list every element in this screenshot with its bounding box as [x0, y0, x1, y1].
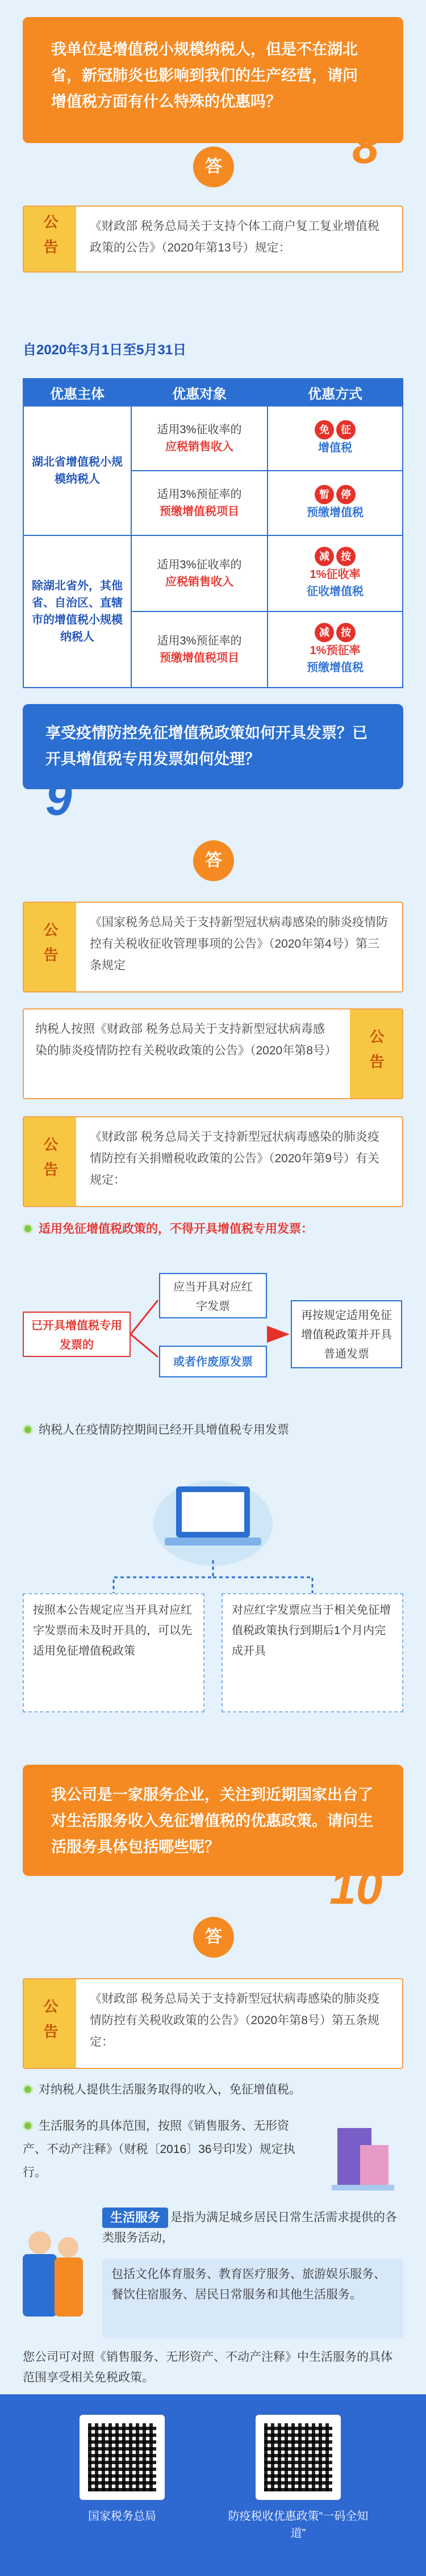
bullet-1: 适用免征增值税政策的，不得开具增值税专用发票： [23, 1217, 313, 1241]
notice-3-text: 纳税人按照《财政部 税务总局关于支持新型冠状病毒感染的肺炎疫情防控有关税收政策的公告》（2020年第8号） [35, 1023, 337, 1057]
notice-tag: 公告 [24, 903, 76, 991]
notice-4-text: 《财政部 税务总局关于支持新型冠状病毒感染的肺炎疫情防控有关捐赠税收政策的公告》（2020年第9号）有关规定： [90, 1130, 379, 1187]
notice-card-2 [23, 902, 403, 992]
building-illustration [332, 2117, 394, 2190]
question-8-banner [23, 17, 403, 143]
bullet-3: 对纳税人提供生活服务取得的收入，免征增值税。 [23, 2078, 403, 2101]
bullet-dot-icon [23, 1425, 33, 1435]
flow-right-box: 再按规定适用免征增值税政策并开具普通发票 [291, 1300, 402, 1368]
table-row: 适用3%征收率的 应税销售收入 [131, 406, 268, 471]
bullet-dot-icon [23, 1224, 33, 1234]
question-9-number: 9 [45, 772, 72, 825]
question-8-text: 我单位是增值税小规模纳税人，但是不在湖北省，新冠肺炎也影响到我们的生产经营，请问增值税方面有什么特殊的优惠吗？ [51, 41, 358, 110]
badge: 按 [336, 547, 356, 566]
answer-badge-10: 答 [193, 1917, 234, 1958]
notice-card-1 [23, 206, 403, 273]
badge: 按 [336, 623, 356, 642]
table-row: 减 按 1%征收率 征收增值税 [268, 535, 403, 611]
laptop-illustration [153, 1469, 273, 1566]
notice-5-text: 《财政部 税务总局关于支持新型冠状病毒感染的肺炎疫情防控有关税收政策的公告》（2020年第8号）第五条规定： [90, 1992, 379, 2049]
table-row: 暂 停 预缴增值税 [268, 471, 403, 535]
bullet-dot-icon [23, 2084, 33, 2095]
connector-lines [102, 1560, 324, 1594]
badge: 停 [336, 485, 356, 504]
life-service-list: 包括文化体育服务、教育医疗服务、旅游娱乐服务、餐饮住宿服务、居民日常服务和其他生活服务。 [102, 2259, 403, 2338]
badge: 免 [315, 420, 334, 439]
question-10-text: 我公司是一家服务企业，关注到近期国家出台了对生活服务收入免征增值税的优惠政策。请问生活服务具体包括哪些呢？ [51, 1786, 373, 1855]
flow-arrows [131, 1277, 295, 1380]
table-row: 适用3%预征率的 预缴增值税项目 [131, 471, 268, 535]
badge: 暂 [315, 485, 334, 504]
table-row: 适用3%预征率的 预缴增值税项目 [131, 611, 268, 688]
notice-tag: 公告 [24, 1979, 76, 2068]
table-subject-hubei: 湖北省增值税小规模纳税人 [23, 406, 131, 535]
date-range: 自2020年3月1日至5月31日 [23, 342, 187, 358]
badge: 减 [315, 547, 334, 566]
notice-card-3 [23, 1008, 403, 1099]
closing-text: 您公司可对照《销售服务、无形资产、不动产注释》中生活服务的具体范围享受相关免税政策。 [23, 2351, 392, 2384]
footer [0, 2394, 426, 2576]
notice-tag: 公告 [24, 207, 76, 271]
notice-card-4 [23, 1116, 403, 1207]
notice-card-5 [23, 1978, 403, 2069]
policy-table [23, 378, 403, 688]
flow-left-box: 已开具增值税专用发票的 [23, 1312, 131, 1357]
bullet-dot-icon [23, 2121, 33, 2131]
table-header-object: 优惠对象 [131, 379, 268, 406]
table-header-way: 优惠方式 [268, 379, 403, 406]
life-service-box [23, 2203, 403, 2345]
life-service-tag: 生活服务 [102, 2208, 168, 2228]
bullet-2: 纳税人在疫情防控期间已经开具增值税专用发票 [23, 1418, 289, 1442]
question-10-banner [23, 1765, 403, 1876]
notice-tag: 公告 [24, 1117, 76, 1206]
table-row: 免 征 增值税 [268, 406, 403, 471]
bullet-4: 生活服务的具体范围，按照《销售服务、无形资产、不动产注释》（财税〔2016〕36号印发）规定执行。 [23, 2120, 295, 2179]
question-9-text: 享受疫情防控免征增值税政策如何开具发票？已开具增值税专用发票如何处理？ [45, 724, 367, 768]
footer-left-label: 国家税务总局 [88, 2510, 156, 2523]
answer-badge-8: 答 [193, 146, 234, 187]
table-row: 适用3%征收率的 应税销售收入 [131, 535, 268, 611]
answer-badge-9: 答 [193, 840, 234, 881]
notice-2-text: 《国家税务总局关于支持新型冠状病毒感染的肺炎疫情防控有关税收征收管理事项的公告》（2020年第4号）第三条规定 [90, 916, 388, 972]
notice-tag: 公告 [350, 1010, 402, 1098]
flow-top-box: 应当开具对应红字发票 [159, 1273, 267, 1318]
badge: 减 [315, 623, 334, 642]
qr-code-left [80, 2415, 165, 2500]
table-subject-others: 除湖北省外，其他省、自治区、直辖市的增值税小规模纳税人 [23, 535, 131, 688]
notice-1-text: 《财政部 税务总局关于支持个体工商户复工复业增值税政策的公告》（2020年第13号）规定： [90, 220, 379, 254]
life-service-def: 是指为满足城乡居民日常生活需求提供的各类服务活动， [102, 2211, 397, 2244]
badge: 征 [336, 420, 356, 439]
table-row: 减 按 1%预征率 预缴增值税 [268, 611, 403, 688]
question-10-number: 10 [329, 1861, 383, 1914]
question-8-number: 8 [352, 120, 379, 173]
box-right-info: 对应红字发票应当于相关免征增值税政策执行到期后1个月内完成开具 [222, 1593, 403, 1712]
qr-code-right [256, 2415, 341, 2500]
question-9-banner [23, 704, 403, 789]
flow-bottom-box: 或者作废原发票 [159, 1346, 267, 1377]
box-left-info: 按照本公告规定应当开具对应红字发票而未及时开具的，可以先适用免征增值税政策 [23, 1593, 204, 1712]
people-illustration [23, 2220, 91, 2328]
footer-right-label: 防疫税收优惠政策“一码全知道” [228, 2510, 369, 2540]
table-header-subject: 优惠主体 [23, 379, 131, 406]
